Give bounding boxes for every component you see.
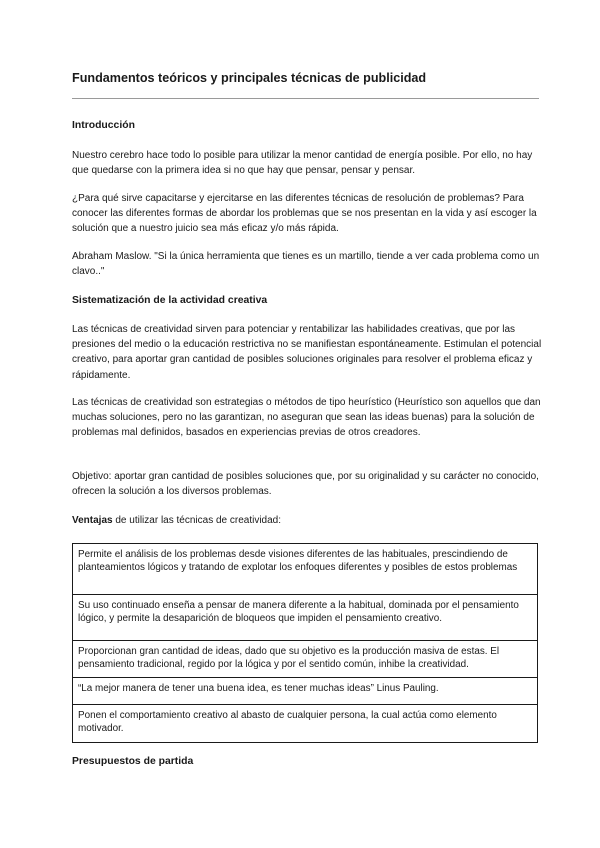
objetivo-paragraph: Objetivo: aportar gran cantidad de posibles soluciones que, por su originalidad y su carácter no conocido, ofrecen la solución a los diversos problemas. (72, 471, 539, 498)
ventajas-intro-text: de utilizar las técnicas de creatividad: (112, 515, 282, 526)
title-divider (72, 98, 539, 99)
intro-paragraph-1: Nuestro cerebro hace todo lo posible para utilizar la menor cantidad de energía posible. Por ello, no hay que quedarse con la primera idea si no que hay que pensar, pensar y pensar. (72, 150, 533, 177)
ventaja-box-5: Ponen el comportamiento creativo al abasto de cualquier persona, la cual actúa como elemento motivador. (72, 705, 538, 743)
ventaja-box-3: Proporcionan gran cantidad de ideas, dado que su objetivo es la producción masiva de estas. El pensamiento tradicional, regido por la lógica y por el sentido común, inhibe la creatividad. (72, 641, 538, 678)
document-title: Fundamentos teóricos y principales técnicas de publicidad (72, 71, 427, 85)
ventajas-label: Ventajas (72, 515, 113, 526)
intro-paragraph-2: ¿Para qué sirve capacitarse y ejercitarse en las diferentes técnicas de resolución de problemas? Para conocer las diferentes formas de abordar los problemas que se nos presentan en la vida y así escoger la solución que a nuestro juicio sea más eficaz y/o más rápida. (72, 193, 537, 235)
ventaja-box-4: “La mejor manera de tener una buena idea, es tener muchas ideas” Linus Pauling. (72, 678, 538, 705)
section-heading-presupuestos: Presupuestos de partida (72, 756, 194, 767)
sistematizacion-paragraph-2: Las técnicas de creatividad son estrategias o métodos de tipo heurístico (Heurístico son aquellos que dan muchas soluciones, pero no las garantizan, no aseguran que sean las ideas buenas) para la solución de problemas mal definidos, basados en experiencias previas de otros creadores. (72, 397, 541, 439)
sistematizacion-paragraph-1: Las técnicas de creatividad sirven para potenciar y rentabilizar las habilidades creativas, que por las presiones del medio o la educación restrictiva no se manifiestan espontáneamente. Estimulan el potencial creativo, para aportar gran cantidad de posibles soluciones originales para resolver el problema eficaz y rápidamente. (72, 324, 542, 381)
ventajas-intro (72, 513, 544, 528)
ventaja-box-1: Permite el análisis de los problemas desde visiones diferentes de las habituales, prescindiendo de planteamientos lógicos y tratando de explotar los enfoques diferentes y posibles de estos problemas (72, 543, 538, 595)
intro-paragraph-3: Abraham Maslow. "Si la única herramienta que tienes es un martillo, tiende a ver cada problema como un clavo.." (72, 251, 540, 278)
ventaja-box-2: Su uso continuado enseña a pensar de manera diferente a la habitual, dominada por el pensamiento lógico, y permite la desaparición de bloqueos que impiden el pensamiento creativo. (72, 595, 538, 641)
section-heading-sistematizacion: Sistematización de la actividad creativa (72, 295, 268, 306)
section-heading-introduccion: Introducción (72, 120, 135, 131)
